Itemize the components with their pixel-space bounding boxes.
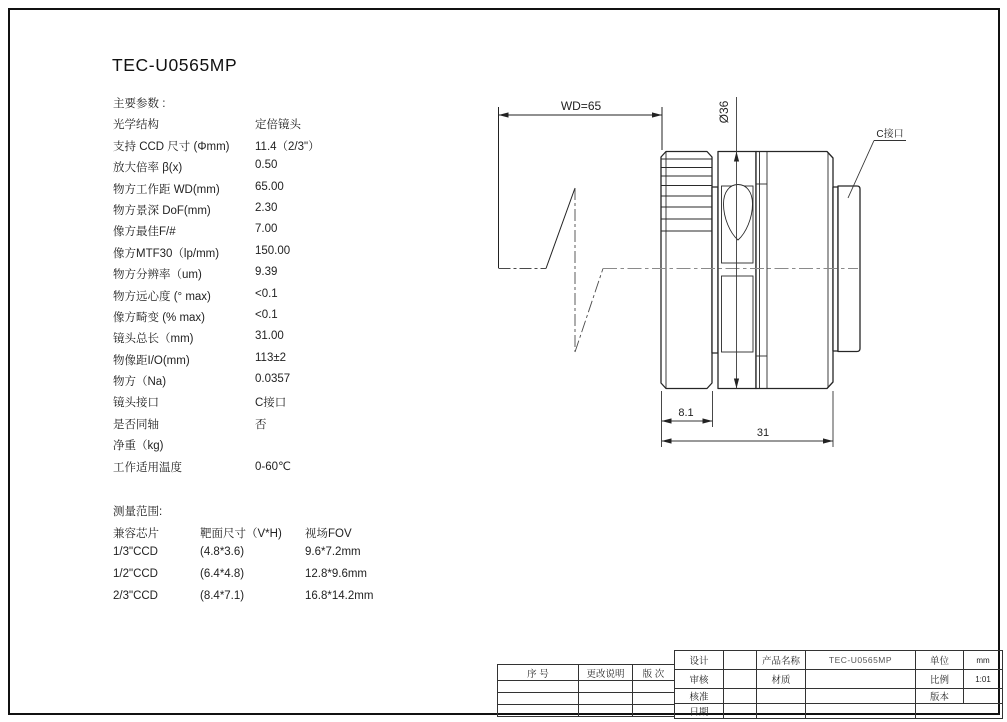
revision-cell-empty: [633, 681, 675, 693]
parameter-label: 物方工作距 WD(mm): [113, 183, 220, 196]
review-value: [724, 670, 757, 689]
revision-cell-empty: [498, 681, 579, 693]
target-size-value: (6.4*4.8): [200, 568, 245, 581]
measurement-row: [113, 546, 443, 568]
parameters-section: [113, 95, 433, 480]
lens-technical-drawing: [480, 80, 1007, 470]
column-chip: 兼容芯片: [113, 527, 159, 540]
column-fov: 视场FOV: [305, 527, 352, 540]
parameter-label: 物方（Na): [113, 376, 167, 389]
measurement-heading-text: 测量范围:: [113, 506, 163, 518]
design-label: 设计: [675, 651, 724, 670]
chip-value: 1/3"CCD: [113, 546, 158, 559]
measurement-heading: [113, 503, 443, 525]
parameter-value: 11.4（2/3"）: [255, 140, 320, 153]
main-barrel: [756, 152, 833, 389]
parameter-label: 像方畸变 (% max): [113, 311, 205, 324]
front-neck-step: [712, 187, 718, 353]
version-value: [964, 689, 1003, 704]
measurement-row: [113, 590, 443, 612]
fov-value: 16.8*14.2mm: [305, 589, 374, 602]
date-label: 日期: [675, 704, 724, 719]
parameter-value: 否: [255, 418, 267, 431]
parameter-row: [113, 116, 433, 137]
parameter-row: [113, 330, 433, 351]
fov-value: 12.8*9.6mm: [305, 568, 368, 581]
parameter-value: 65.00: [255, 180, 284, 193]
wd-dimension-label: WD=65: [560, 99, 602, 113]
parameter-label: 物方远心度 (° max): [113, 290, 211, 303]
parameter-row: [113, 202, 433, 223]
product-name-label: 产品名称: [757, 651, 806, 670]
parameter-value: <0.1: [255, 308, 278, 321]
parameter-value: C接口: [255, 397, 287, 410]
lens-body-outline: [661, 152, 860, 389]
parameter-row: [113, 352, 433, 373]
parameter-label: 放大倍率 β(x): [113, 162, 183, 175]
parameter-row: [113, 138, 433, 159]
titleblock-cell-empty: [806, 704, 916, 719]
parameter-label: 净重（kg): [113, 440, 164, 453]
parameter-value: 113±2: [255, 351, 287, 364]
target-size-value: (8.4*7.1): [200, 589, 245, 602]
page-title: TEC-U0565MP: [112, 55, 238, 75]
measurement-section: [113, 503, 443, 611]
title-block: [674, 650, 1003, 719]
revision-cell-empty: [498, 693, 579, 705]
parameter-row: [113, 266, 433, 287]
parameter-label: 镜头总长（mm): [113, 333, 194, 346]
approve-label: 核准: [675, 689, 724, 704]
parameter-label: 镜头接口: [113, 397, 159, 410]
chip-value: 2/3"CCD: [113, 589, 158, 602]
parameter-value: <0.1: [255, 287, 278, 300]
titleblock-cell-empty: [757, 689, 806, 704]
parameter-row: [113, 459, 433, 480]
parameter-value: 0-60℃: [255, 460, 291, 473]
parameter-value: 150.00: [255, 244, 291, 257]
parameter-row: [113, 416, 433, 437]
target-size-value: (4.8*3.6): [200, 546, 245, 559]
product-name-value: TEC-U0565MP: [806, 651, 916, 670]
parameter-label: 像方MTF30（lp/mm): [113, 247, 220, 260]
parameter-label: 像方最佳F/#: [113, 226, 176, 239]
knurled-front-ring: [661, 152, 712, 389]
design-value: [724, 651, 757, 670]
scale-value: 1:01: [964, 670, 1003, 689]
parameter-row: [113, 309, 433, 330]
measurement-row: [113, 568, 443, 590]
approve-value: [724, 689, 757, 704]
revision-cell-empty: [579, 693, 633, 705]
parameters-heading: 主要参数 :: [113, 98, 166, 110]
unit-label: 单位: [916, 651, 964, 670]
column-target-size: 靶面尺寸（V*H): [200, 527, 282, 540]
parameter-value: 0.0357: [255, 373, 291, 386]
titleblock-cell-empty: [916, 704, 1003, 719]
parameter-row: [113, 288, 433, 309]
parameter-value: 9.39: [255, 266, 278, 279]
parameter-row: [113, 159, 433, 180]
measurement-header-row: [113, 525, 443, 547]
rear-step: [833, 187, 838, 351]
diameter-dimension-label: Ø36: [717, 100, 731, 124]
parameter-label: 物像距I/O(mm): [113, 354, 190, 367]
parameter-value: 31.00: [255, 330, 284, 343]
parameter-row: [113, 373, 433, 394]
object-plane-symbol: [499, 188, 604, 352]
c-mount-label: C接口: [876, 129, 904, 140]
fov-value: 9.6*7.2mm: [305, 546, 361, 559]
total-length-dimension-label: 31: [756, 427, 770, 439]
revision-cell-empty: [633, 705, 675, 717]
parameter-row: [113, 181, 433, 202]
revision-cell-empty: [579, 681, 633, 693]
material-label: 材质: [757, 670, 806, 689]
revision-col-rev: 版 次: [633, 665, 675, 681]
parameter-label: 是否同轴: [113, 418, 159, 431]
parameter-row: [113, 223, 433, 244]
revision-cell-empty: [498, 705, 579, 717]
parameter-label: 工作适用温度: [113, 461, 182, 474]
front-length-dimension-label: 8.1: [678, 407, 694, 419]
parameter-value: 2.30: [255, 201, 278, 214]
revision-col-no: 序 号: [498, 665, 579, 681]
titleblock-cell-empty: [757, 704, 806, 719]
parameter-value: 7.00: [255, 223, 278, 236]
scale-label: 比例: [916, 670, 964, 689]
material-value: [806, 670, 916, 689]
revision-cell-empty: [633, 693, 675, 705]
parameter-label: 物方景深 DoF(mm): [113, 204, 211, 217]
version-label: 版本: [916, 689, 964, 704]
review-label: 审核: [675, 670, 724, 689]
chip-value: 1/2"CCD: [113, 568, 158, 581]
parameter-label: 光学结构: [113, 119, 159, 132]
parameter-value: 定倍镜头: [255, 119, 301, 132]
revision-table: [497, 664, 675, 717]
wd-dimension-lines: [499, 107, 663, 269]
unit-value: mm: [964, 651, 1003, 670]
parameter-label: 物方分辨率（um): [113, 269, 202, 282]
parameter-row: [113, 394, 433, 415]
titleblock-cell-empty: [806, 689, 916, 704]
parameter-value: 0.50: [255, 159, 278, 172]
date-value: [724, 704, 757, 719]
revision-col-desc: 更改说明: [579, 665, 633, 681]
parameter-label: 支持 CCD 尺寸 (Φmm): [113, 140, 230, 153]
parameter-row: [113, 245, 433, 266]
length-dimension-lines: [662, 391, 834, 447]
revision-cell-empty: [579, 705, 633, 717]
parameter-row: [113, 437, 433, 458]
